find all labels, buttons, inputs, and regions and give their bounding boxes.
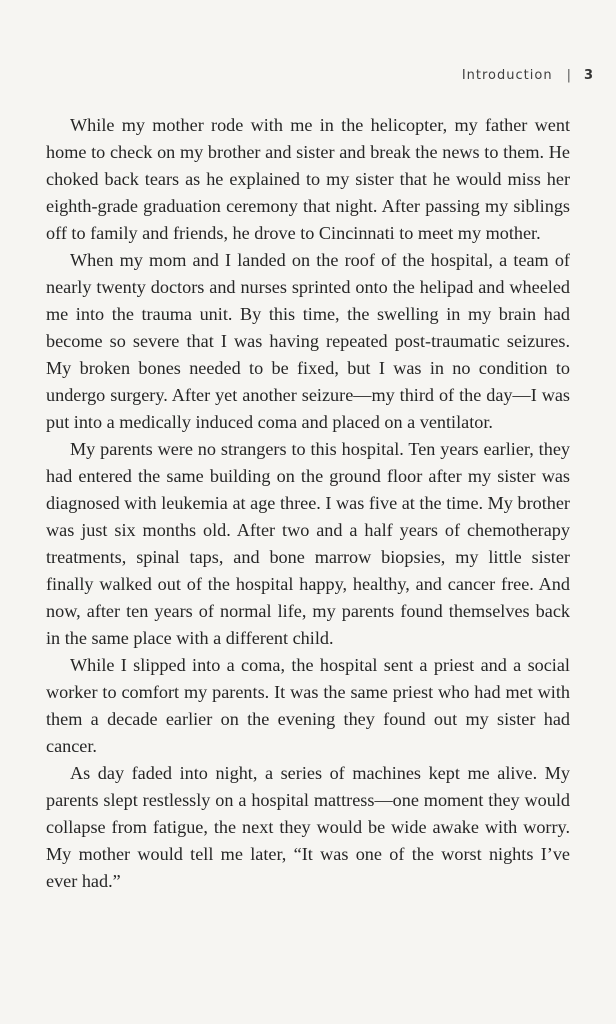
page-number: 3 (583, 68, 594, 83)
paragraph: As day faded into night, a series of machines kept me alive. My parents slept restlessly on a hospital mattress—one moment they would collapse from fatigue, the next they would be wide awake with worry. My mother would tell me later, “It was one of the worst nights I’ve ever had.” (46, 763, 570, 891)
paragraph: While my mother rode with me in the helicopter, my father went home to check on my brother and sister and break the news to them. He choked back tears as he explained to my sister that he would miss her eighth-grade graduation ceremony that night. After passing my siblings off to family and friends, he drove to Cincinnati to meet my mother. (46, 115, 570, 243)
running-head (462, 68, 594, 83)
body-text (46, 112, 570, 895)
section-title: Introduction (461, 68, 553, 83)
paragraph: While I slipped into a coma, the hospital sent a priest and a social worker to comfort my parents. It was the same priest who had met with them a decade earlier on the evening they found out my sister had cancer. (46, 655, 570, 756)
paragraph: When my mom and I landed on the roof of the hospital, a team of nearly twenty doctors and nurses sprinted onto the helipad and wheeled me into the trauma unit. By this time, the swelling in my brain had become so severe that I was having repeated post-traumatic seizures. My broken bones needed to be fixed, but I was in no condition to undergo surgery. After yet another seizure—my third of the day—I was put into a medically induced coma and placed on a ventilator. (46, 250, 570, 432)
paragraph: My parents were no strangers to this hospital. Ten years earlier, they had entered the same building on the ground floor after my sister was diagnosed with leukemia at age three. I was five at the time. My brother was just six months old. After two and a half years of chemotherapy treatments, spinal taps, and bone marrow biopsies, my little sister finally walked out of the hospital happy, healthy, and cancer free. And now, after ten years of normal life, my parents found themselves back in the same place with a different child. (46, 439, 570, 648)
header-separator: | (566, 68, 572, 83)
